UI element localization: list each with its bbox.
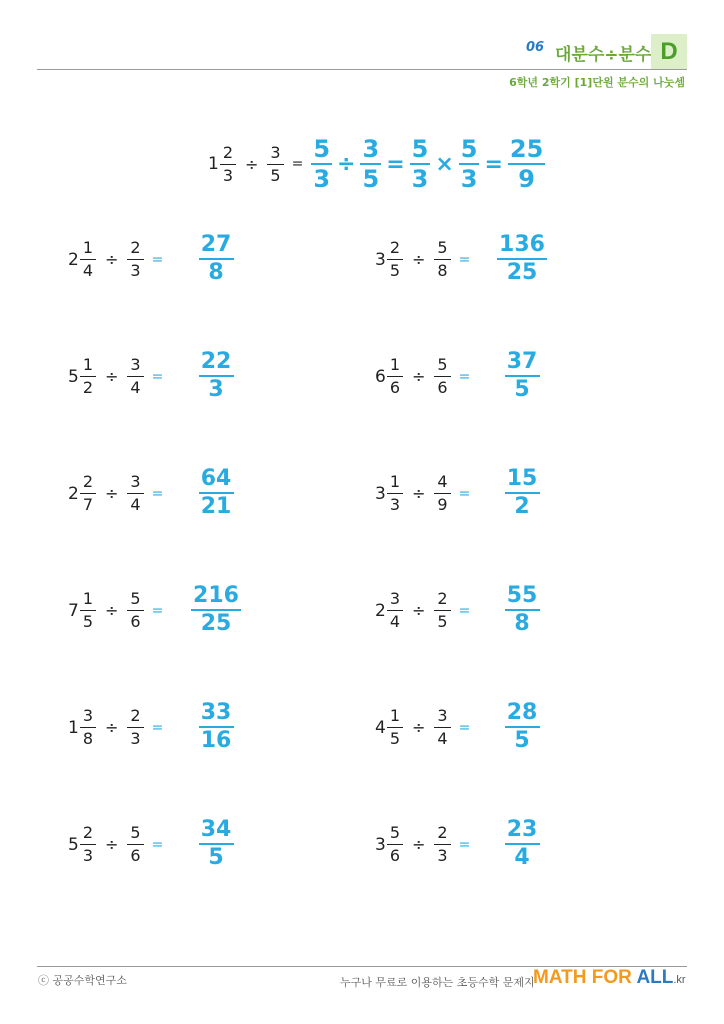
denominator: 4 [437, 729, 448, 748]
answer-fraction [492, 351, 552, 401]
equals-sign: = [291, 156, 304, 172]
example-step-fraction-3 [410, 137, 431, 191]
denominator: 9 [437, 495, 448, 514]
numerator: 25 [509, 135, 544, 163]
numerator: 1 [82, 589, 94, 608]
numerator: 5 [130, 589, 141, 608]
numerator: 5 [437, 238, 448, 257]
answer-numerator: 23 [506, 817, 538, 842]
mixed-fraction [80, 474, 96, 513]
answer-fraction [186, 468, 246, 518]
denominator: 7 [82, 495, 94, 514]
divide-sign: ÷ [105, 250, 119, 269]
equals-sign: = [458, 368, 471, 385]
numerator: 1 [82, 238, 94, 257]
answer-fraction [186, 351, 246, 401]
fraction-bar [434, 610, 450, 611]
answer-fraction [186, 234, 246, 284]
denominator: 3 [130, 729, 141, 748]
answer-numerator: 22 [200, 349, 232, 374]
divide-sign: ÷ [412, 367, 426, 386]
equals-sign: = [458, 602, 471, 619]
mixed-fraction [80, 708, 96, 747]
denominator: 6 [389, 846, 401, 865]
fraction-bar [80, 493, 96, 494]
numerator: 2 [130, 238, 141, 257]
numerator: 2 [82, 472, 94, 491]
denominator: 3 [82, 846, 94, 865]
answer-denominator: 3 [208, 377, 224, 402]
denominator: 6 [437, 378, 448, 397]
denominator: 3 [460, 165, 478, 193]
mixed-fraction [387, 825, 403, 864]
numerator: 2 [437, 589, 448, 608]
fraction-bar [127, 610, 143, 611]
denominator: 4 [130, 495, 141, 514]
answer-fraction [492, 468, 552, 518]
answer-denominator: 2 [514, 494, 530, 519]
answer-numerator: 216 [193, 583, 239, 608]
level-badge: D [651, 34, 687, 69]
equals-sign: = [458, 719, 471, 736]
problem-item [375, 474, 470, 513]
answer-denominator: 21 [200, 494, 232, 519]
fraction-bar [434, 727, 450, 728]
fraction-bar [387, 376, 403, 377]
mixed-fraction [80, 357, 96, 396]
problem-item [68, 240, 163, 279]
logo-math: MATH FOR [533, 967, 632, 988]
numerator: 3 [389, 589, 401, 608]
answer-numerator: 28 [506, 700, 538, 725]
multiply-sign: × [435, 151, 454, 177]
answer-denominator: 16 [200, 728, 232, 753]
denominator: 3 [389, 495, 401, 514]
logo-kr: .kr [673, 974, 686, 986]
denominator: 3 [411, 165, 429, 193]
numerator: 3 [130, 355, 141, 374]
mixed-fraction [387, 474, 403, 513]
page-subtitle: 6학년 2학기 [1]단원 분수의 나눗셈 [509, 76, 685, 89]
problem-item [68, 357, 163, 396]
whole-number: 2 [375, 600, 386, 621]
divisor-fraction [434, 591, 450, 630]
header-divider [37, 69, 687, 70]
denominator: 8 [82, 729, 94, 748]
answer-denominator: 5 [208, 845, 224, 870]
fraction-bar [127, 376, 143, 377]
answer-fraction [186, 585, 246, 635]
answer-numerator: 15 [506, 466, 538, 491]
numerator: 3 [130, 472, 141, 491]
denominator: 4 [82, 261, 94, 280]
denominator: 9 [518, 165, 535, 193]
divide-sign: ÷ [412, 718, 426, 737]
example-fraction-2 [267, 142, 283, 185]
numerator: 5 [130, 823, 141, 842]
answer-fraction [186, 819, 246, 869]
numerator: 1 [82, 355, 94, 374]
divisor-fraction [127, 591, 143, 630]
answer-fraction [492, 819, 552, 869]
example-step-fraction-1 [311, 137, 332, 191]
numerator: 3 [437, 706, 448, 725]
numerator: 3 [270, 142, 281, 162]
divisor-fraction [434, 825, 450, 864]
whole-number: 4 [375, 717, 386, 738]
denominator: 6 [130, 846, 141, 865]
example-whole: 1 [208, 154, 219, 174]
equals-sign: = [151, 719, 164, 736]
page-title: 대분수÷분수 [555, 45, 652, 65]
denominator: 3 [222, 165, 234, 185]
divisor-fraction [434, 708, 450, 747]
numerator: 2 [130, 706, 141, 725]
answer-fraction [492, 585, 552, 635]
divisor-fraction [127, 240, 143, 279]
divisor-fraction [434, 357, 450, 396]
mixed-fraction [80, 240, 96, 279]
fraction-bar [220, 164, 236, 165]
answer-numerator: 136 [499, 232, 545, 257]
example-equation [208, 137, 545, 191]
numerator: 1 [389, 706, 401, 725]
denominator: 5 [82, 612, 94, 631]
copyright-text: ⓒ 공공수학연구소 [38, 974, 127, 987]
example-fraction-1 [220, 142, 236, 185]
numerator: 2 [389, 238, 401, 257]
denominator: 4 [389, 612, 401, 631]
fraction-bar [387, 493, 403, 494]
answer-numerator: 27 [200, 232, 232, 257]
equals-sign: = [151, 368, 164, 385]
fraction-bar [267, 164, 283, 165]
denominator: 3 [130, 261, 141, 280]
numerator: 2 [437, 823, 448, 842]
numerator: 4 [437, 472, 448, 491]
mixed-fraction [80, 825, 96, 864]
numerator: 1 [389, 472, 401, 491]
numerator: 3 [362, 135, 380, 163]
fraction-bar [80, 844, 96, 845]
divide-sign: ÷ [105, 835, 119, 854]
fraction-bar [80, 727, 96, 728]
site-logo [533, 967, 686, 989]
answer-denominator: 5 [514, 728, 530, 753]
problem-item [68, 825, 163, 864]
numerator: 5 [460, 135, 478, 163]
problem-item [68, 591, 163, 630]
divide-sign: ÷ [105, 601, 119, 620]
whole-number: 3 [375, 834, 386, 855]
numerator: 2 [222, 142, 234, 162]
denominator: 5 [389, 729, 401, 748]
denominator: 5 [389, 261, 401, 280]
answer-fraction [492, 234, 552, 284]
divisor-fraction [434, 240, 450, 279]
mixed-fraction [387, 357, 403, 396]
example-result-fraction [508, 137, 545, 191]
denominator: 3 [313, 165, 331, 193]
answer-denominator: 8 [208, 260, 224, 285]
fraction-bar [127, 259, 143, 260]
answer-numerator: 64 [200, 466, 232, 491]
whole-number: 3 [375, 249, 386, 270]
divide-sign: ÷ [412, 601, 426, 620]
denominator: 4 [130, 378, 141, 397]
equals-sign: = [386, 151, 405, 177]
equals-sign: = [458, 251, 471, 268]
whole-number: 1 [68, 717, 79, 738]
divide-sign: ÷ [412, 835, 426, 854]
divide-sign: ÷ [105, 367, 119, 386]
whole-number: 5 [68, 834, 79, 855]
problem-item [375, 591, 470, 630]
divide-sign: ÷ [412, 484, 426, 503]
header-number: 06 [526, 40, 545, 55]
denominator: 2 [82, 378, 94, 397]
footer-tagline: 누구나 무료로 이용하는 초등수학 문제지 [340, 976, 535, 989]
divisor-fraction [127, 474, 143, 513]
fraction-bar [434, 493, 450, 494]
denominator: 5 [437, 612, 448, 631]
divisor-fraction [127, 825, 143, 864]
equals-sign: = [151, 485, 164, 502]
numerator: 5 [411, 135, 429, 163]
denominator: 8 [437, 261, 448, 280]
divide-sign: ÷ [412, 250, 426, 269]
logo-all: ALL [636, 967, 674, 988]
numerator: 5 [389, 823, 401, 842]
answer-numerator: 34 [200, 817, 232, 842]
numerator: 3 [82, 706, 94, 725]
example-step-fraction-2 [360, 137, 381, 191]
equals-sign: = [151, 836, 164, 853]
equals-sign: = [151, 251, 164, 268]
denominator: 6 [130, 612, 141, 631]
fraction-bar [434, 259, 450, 260]
answer-fraction [492, 702, 552, 752]
divisor-fraction [127, 708, 143, 747]
denominator: 5 [362, 165, 380, 193]
problem-item [68, 708, 163, 747]
divide-sign: ÷ [245, 154, 259, 174]
fraction-bar [127, 844, 143, 845]
problem-item [375, 825, 470, 864]
mixed-fraction [387, 708, 403, 747]
whole-number: 2 [68, 483, 79, 504]
answer-denominator: 25 [200, 611, 232, 636]
answer-denominator: 4 [514, 845, 530, 870]
problem-item [375, 357, 470, 396]
answer-numerator: 33 [200, 700, 232, 725]
numerator: 5 [437, 355, 448, 374]
fraction-bar [80, 610, 96, 611]
fraction-bar [80, 376, 96, 377]
fraction-bar [434, 844, 450, 845]
numerator: 5 [313, 135, 331, 163]
fraction-bar [127, 727, 143, 728]
fraction-bar [80, 259, 96, 260]
mixed-fraction [387, 240, 403, 279]
answer-denominator: 5 [514, 377, 530, 402]
numerator: 2 [82, 823, 94, 842]
answer-fraction [186, 702, 246, 752]
fraction-bar [127, 493, 143, 494]
answer-numerator: 55 [506, 583, 538, 608]
problem-item [68, 474, 163, 513]
answer-denominator: 8 [514, 611, 530, 636]
mixed-fraction [387, 591, 403, 630]
numerator: 1 [389, 355, 401, 374]
problem-item [375, 708, 470, 747]
fraction-bar [434, 376, 450, 377]
fraction-bar [387, 259, 403, 260]
answer-numerator: 37 [506, 349, 538, 374]
example-step-fraction-4 [459, 137, 480, 191]
denominator: 3 [437, 846, 448, 865]
equals-sign: = [458, 836, 471, 853]
divisor-fraction [127, 357, 143, 396]
whole-number: 2 [68, 249, 79, 270]
problem-item [375, 240, 470, 279]
divisor-fraction [434, 474, 450, 513]
fraction-bar [387, 727, 403, 728]
denominator: 5 [270, 165, 281, 185]
equals-sign: = [484, 151, 503, 177]
mixed-fraction [80, 591, 96, 630]
answer-denominator: 25 [506, 260, 538, 285]
whole-number: 7 [68, 600, 79, 621]
divide-sign: ÷ [337, 151, 356, 177]
whole-number: 5 [68, 366, 79, 387]
fraction-bar [387, 610, 403, 611]
divide-sign: ÷ [105, 718, 119, 737]
divide-sign: ÷ [105, 484, 119, 503]
equals-sign: = [151, 602, 164, 619]
whole-number: 6 [375, 366, 386, 387]
equals-sign: = [458, 485, 471, 502]
denominator: 6 [389, 378, 401, 397]
fraction-bar [387, 844, 403, 845]
whole-number: 3 [375, 483, 386, 504]
